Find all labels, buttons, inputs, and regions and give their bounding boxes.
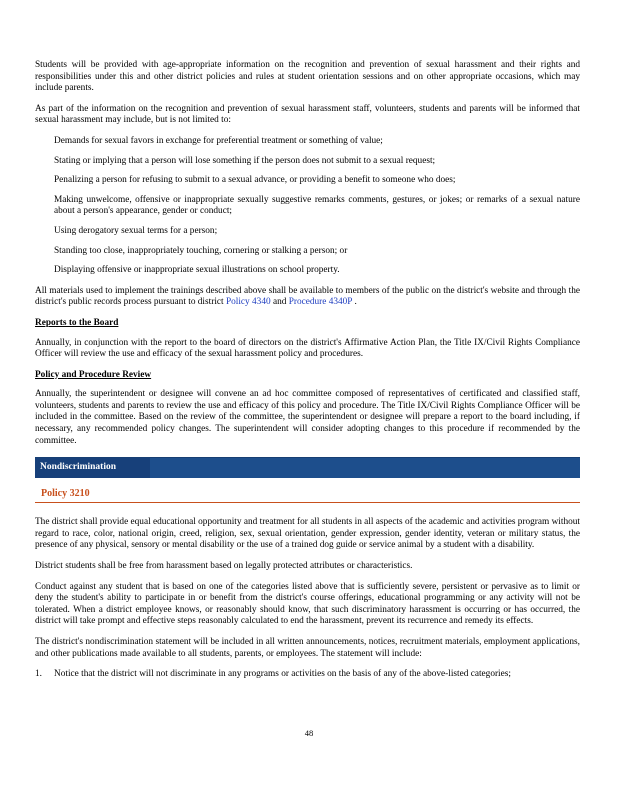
list-item: 1. Notice that the district will not discriminate in any programs or activities on the basis of any of the above-listed categories; (35, 669, 511, 680)
intro-paragraph: Students will be provided with age-appropriate information on the recognition and prevention of sexual harassment and their rights and responsibilities under this and other district policies and rules at student orientation sessions and on other appropriate occasions, which may include parents. (35, 60, 580, 94)
nondiscrimination-paragraph: District students shall be free from harassment based on legally protected attributes or characteristics. (35, 561, 413, 572)
list-item: Standing too close, inappropriately touching, cornering or stalking a person; or (54, 245, 348, 256)
review-paragraph: Annually, the superintendent or designee will convene an ad hoc committee composed of representatives of certificated and classified staff, volunteers, students and parents to review the use and efficacy of this policy and procedure. The Title IX/Civil Rights Compliance Officer will be included in the committee. Based on the review of the committee, the superintendent or designee will prepare a report to the board including, if necessary, any recommended policy changes. The superintendent will consider adopting changes to this procedure if recommended by the committee. (35, 389, 580, 446)
list-item: Making unwelcome, offensive or inappropriate sexually suggestive remarks comments, gestures, or jokes; or remarks of a sexual nature about a person's appearance, gender or conduct; (54, 194, 580, 217)
list-item: Stating or implying that a person will lose something if the person does not submit to a sexual request; (54, 155, 436, 166)
nondiscrimination-paragraph: Conduct against any student that is based on one of the categories listed above that is sufficiently severe, persistent or pervasive as to limit or deny the student's ability to participate in or benefit from the district's course offerings, educational programming or any activity will not be tolerated. When a district employee knows, or reasonably should know, that such discriminatory harassment is occurring or has occurred, the district will take prompt and effective steps reasonably calculated to end the harassment, prevent its recurrence and remedy its effects. (35, 581, 580, 627)
list-item: Demands for sexual favors in exchange for preferential treatment or something of value; (54, 135, 383, 146)
info-paragraph: As part of the information on the recognition and prevention of sexual harassment staff, volunteers, students and parents will be informed that sexual harassment may include, but is not limited to: (35, 103, 580, 126)
document-page (35, 60, 580, 681)
section-banner (35, 457, 580, 478)
list-item: Displaying offensive or inappropriate sexual illustrations on school property. (54, 265, 340, 276)
page-number: 48 (304, 728, 314, 738)
nondiscrimination-paragraph: The district shall provide equal educational opportunity and treatment for all students in all aspects of the academic and activities program without regard to race, color, national origin, creed, religion, sex, sexual orientation, gender expression, gender identity, veteran or military status, the presence of any physical, sensory or mental disability or the use of a trained dog guide or service animal by a student with a disability. (35, 517, 580, 551)
reports-heading: Reports to the Board (35, 317, 119, 328)
nondiscrimination-paragraph: The district's nondiscrimination statement will be included in all written announcements, notices, recruitment materials, employment applications, and other publications made available to all students, parents, or employees. The statement will include: (35, 637, 580, 659)
statement-items-list (35, 669, 580, 681)
reports-paragraph: Annually, in conjunction with the report to the board of directors on the district's Affirmative Action Plan, the Title IX/Civil Rights Compliance Officer will review the use and efficacy of the sexual harassment policy and procedures. (35, 337, 580, 360)
list-item: Penalizing a person for refusing to submit to a sexual advance, or providing a benefit to someone who does; (54, 175, 456, 186)
materials-paragraph: All materials used to implement the trainings described above shall be available to members of the public on the district's website and through the district's public records process pursuant to district Policy 4340 and Procedure 4340P . (35, 285, 580, 308)
list-item: Using derogatory sexual terms for a person; (54, 225, 218, 236)
harassment-examples-list (35, 136, 580, 277)
review-heading: Policy and Procedure Review (35, 369, 152, 380)
procedure-4340p-link[interactable]: Procedure 4340P (288, 297, 353, 308)
policy-label: Policy 3210 (41, 488, 90, 500)
policy-4340-link[interactable]: Policy 4340 (225, 297, 271, 308)
policy-divider (35, 502, 580, 503)
section-title: Nondiscrimination (40, 462, 117, 473)
